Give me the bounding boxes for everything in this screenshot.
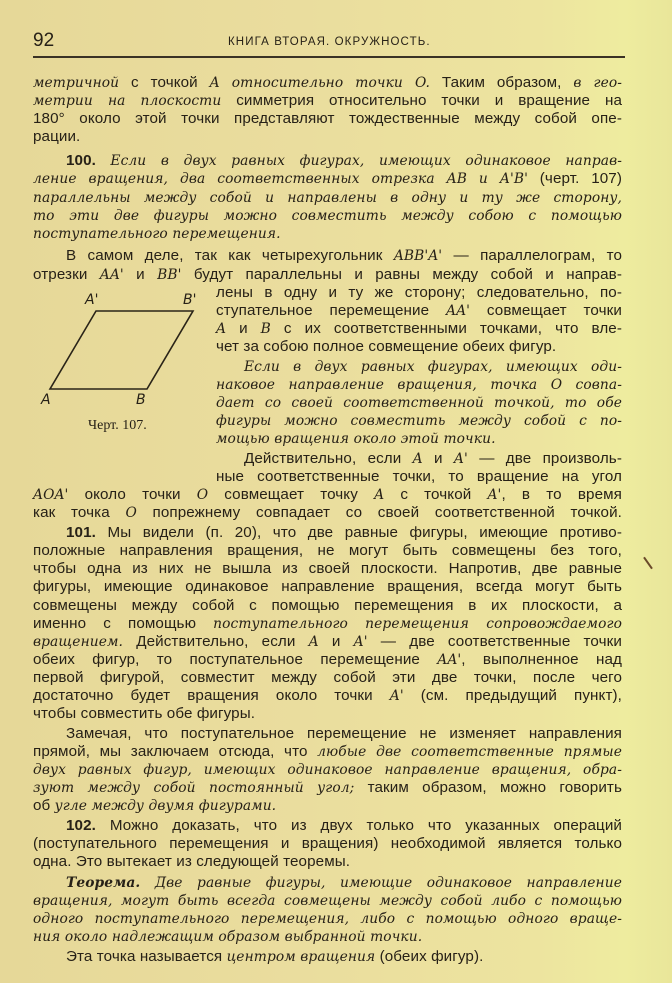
text-line bbox=[216, 302, 622, 320]
text-run: , в то время bbox=[501, 486, 622, 503]
text-run: — две произволь- bbox=[467, 450, 622, 467]
text-run: ния около надлежащим образом выбранной точки. bbox=[33, 929, 423, 945]
text-run: A bbox=[308, 634, 319, 650]
text-run: 100. bbox=[66, 152, 111, 169]
text-line bbox=[66, 152, 622, 170]
text-run: около точки bbox=[68, 486, 197, 503]
text-run: именно с помощью bbox=[33, 615, 214, 632]
text-run: ление вращения, два соответственных отрезка AB и A'B' bbox=[33, 171, 528, 187]
text-run: прямой, мы заключаем отсюда, что bbox=[33, 743, 318, 760]
text-run: A bbox=[374, 487, 385, 503]
text-run: поступательного перемещения. bbox=[33, 226, 281, 242]
text-line bbox=[216, 394, 622, 412]
text-run: AA' bbox=[446, 303, 471, 319]
text-run: (поступательного перемещения и вращения) необходимой является только bbox=[33, 835, 622, 852]
text-run: чтобы одна из них не вышла из своей плоскости. Напротив, две равные bbox=[33, 560, 622, 577]
text-line bbox=[33, 853, 622, 871]
text-line bbox=[33, 761, 622, 779]
text-run: дает со своей соответственной точкой, то обе bbox=[216, 395, 622, 411]
text-run: — две соответственные точки bbox=[367, 633, 622, 650]
text-run: Можно доказать, что из двух только что указанных операций bbox=[95, 817, 622, 834]
label-a: A bbox=[41, 392, 51, 408]
text-run: фигуры, имеющие одинаковое направление вращения, всегда могут быть bbox=[33, 578, 622, 595]
text-run: Таким образом, bbox=[430, 74, 574, 91]
text-run: (черт. 107) bbox=[527, 170, 622, 187]
text-line bbox=[33, 504, 622, 522]
text-line bbox=[33, 578, 622, 596]
text-line bbox=[66, 524, 622, 542]
text-line bbox=[33, 797, 622, 815]
text-run: любые две соответственные прямые bbox=[317, 744, 622, 760]
text-run: A' bbox=[453, 451, 468, 467]
text-run: об bbox=[33, 797, 55, 814]
text-run: в гео- bbox=[573, 75, 622, 91]
text-line bbox=[66, 874, 622, 892]
label-b: B bbox=[136, 392, 146, 408]
text-run: фигуры можно совместить между собой с по- bbox=[216, 413, 622, 429]
text-run: параллельны между собой и направлены в одну и ту же сторону, bbox=[33, 190, 622, 206]
text-line bbox=[33, 542, 622, 560]
text-run: 102. bbox=[66, 817, 96, 834]
text-run: первой фигурой, совместит между собой эти две точки, после чего bbox=[33, 669, 622, 686]
text-line bbox=[33, 669, 622, 687]
text-line bbox=[66, 948, 622, 966]
text-run: Действительно, если bbox=[244, 450, 413, 467]
text-run: AA' bbox=[99, 267, 124, 283]
text-run: метричной bbox=[33, 75, 120, 91]
figure-caption: Черт. 107. bbox=[88, 418, 147, 433]
text-run: и bbox=[422, 450, 454, 467]
text-run: одна. Это вытекает из следующей теоремы. bbox=[33, 853, 351, 870]
text-line bbox=[33, 207, 622, 225]
text-line bbox=[66, 817, 622, 835]
text-run: 101. bbox=[66, 524, 96, 541]
text-line bbox=[216, 412, 622, 430]
text-line bbox=[33, 928, 622, 946]
text-line bbox=[216, 468, 622, 486]
text-run: и bbox=[226, 320, 261, 337]
text-line bbox=[33, 74, 622, 92]
text-line bbox=[216, 430, 622, 448]
header-rule bbox=[33, 56, 625, 58]
text-line bbox=[33, 705, 622, 723]
text-run: AOA' bbox=[33, 487, 69, 503]
text-run: двух равных фигур, имеющих одинаковое направление вращения, обра- bbox=[33, 762, 622, 778]
text-line bbox=[66, 247, 622, 265]
text-run: то эти две фигуры можно совместить между собою с помощью bbox=[33, 208, 622, 224]
text-run: — параллелограм, то bbox=[442, 247, 622, 264]
text-run: положные направления вращения, не могут быть совмещены без того, bbox=[33, 542, 622, 559]
text-line bbox=[33, 110, 622, 128]
text-line bbox=[33, 170, 622, 188]
text-run: Эта точка называется bbox=[66, 948, 227, 965]
text-run: Две равные фигуры, имеющие одинаковое направление bbox=[140, 875, 622, 891]
text-line bbox=[33, 597, 622, 615]
text-line bbox=[33, 779, 622, 797]
text-run: ные соответственные точки, то вращение на угол bbox=[216, 468, 622, 485]
label-b-prime: B' bbox=[183, 292, 197, 308]
text-run: ABB'A' bbox=[393, 248, 443, 264]
text-line bbox=[33, 835, 622, 853]
text-run: рации. bbox=[33, 128, 81, 145]
text-run: (обеих фигур). bbox=[375, 948, 484, 965]
text-run: с точкой bbox=[384, 486, 488, 503]
text-line bbox=[33, 743, 622, 761]
text-line bbox=[244, 450, 622, 468]
text-run: угле между двумя фигурами. bbox=[54, 798, 277, 814]
text-line bbox=[216, 284, 622, 302]
running-title: КНИГА ВТОРАЯ. ОКРУЖНОСТЬ. bbox=[228, 36, 431, 48]
text-run: чет за собою полное совмещение обеих фигур. bbox=[216, 338, 557, 355]
page-number: 92 bbox=[33, 30, 55, 51]
text-run: и bbox=[123, 266, 158, 283]
text-line bbox=[33, 225, 622, 243]
text-run: A bbox=[412, 451, 423, 467]
parallelogram-shape bbox=[50, 311, 193, 389]
text-run: Если в двух равных фигурах, имеющих одинаковое направ- bbox=[110, 153, 622, 169]
parallelogram-figure bbox=[30, 290, 210, 420]
text-run: A bbox=[216, 321, 227, 337]
text-run: совмещены между собой с помощью перемещения в их плоскости, а bbox=[33, 597, 622, 614]
text-line bbox=[216, 376, 622, 394]
text-line bbox=[33, 560, 622, 578]
text-run: и bbox=[318, 633, 354, 650]
text-run: попрежнему совпадает со своей соответственной точкой. bbox=[136, 504, 622, 521]
stray-ink-mark bbox=[643, 557, 653, 570]
text-line bbox=[33, 128, 622, 146]
text-line bbox=[244, 358, 622, 376]
text-run: ступательное перемещение bbox=[216, 302, 447, 319]
text-run: В самом деле, так как четырехугольник bbox=[66, 247, 394, 264]
text-run: BB' bbox=[157, 267, 182, 283]
text-run: (см. предыдущий пункт), bbox=[403, 687, 622, 704]
text-run: зуют между собой постоянный угол; bbox=[33, 780, 355, 796]
text-run: A' bbox=[487, 487, 502, 503]
text-run: B bbox=[260, 321, 271, 337]
text-run: как точка bbox=[33, 504, 126, 521]
text-run: метрии на плоскости bbox=[33, 93, 222, 109]
text-run: поступательного перемещения сопровождаемого bbox=[213, 616, 622, 632]
text-run: симметрия относительно точки и вращение на bbox=[221, 92, 622, 109]
text-run: A' bbox=[389, 688, 404, 704]
text-run: O bbox=[125, 505, 137, 521]
text-line bbox=[33, 266, 622, 284]
text-run: Мы видели (п. 20), что две равные фигуры, имеющие противо- bbox=[95, 524, 622, 541]
text-run: вращением. bbox=[33, 634, 124, 650]
text-run: с точкой bbox=[119, 74, 210, 91]
text-run: таким образом, можно говорить bbox=[354, 779, 622, 796]
text-run: будут параллельны и равны между собой и направ- bbox=[181, 266, 622, 283]
text-line bbox=[33, 92, 622, 110]
text-run: совмещает точку bbox=[208, 486, 375, 503]
text-run: обеих фигур, то поступательное перемещение bbox=[33, 651, 438, 668]
text-line bbox=[33, 910, 622, 928]
text-run: одного поступательного перемещения, либо с помощью одного враще- bbox=[33, 911, 622, 927]
text-run: совмещает точки bbox=[470, 302, 622, 319]
text-run: центром вращения bbox=[226, 949, 376, 965]
text-run: A относительно точки O. bbox=[209, 75, 431, 91]
text-line bbox=[216, 320, 622, 338]
text-line bbox=[66, 725, 622, 743]
text-run: вращения, могут быть всегда совмещены между собой либо с помощью bbox=[33, 893, 622, 909]
text-line bbox=[33, 687, 622, 705]
text-run: Теорема. bbox=[66, 875, 141, 891]
text-run: наковое направление вращения, точка O совпа- bbox=[216, 377, 622, 393]
text-line bbox=[33, 651, 622, 669]
text-run: мощью вращения около этой точки. bbox=[216, 431, 496, 447]
text-line bbox=[216, 338, 622, 356]
text-line bbox=[33, 633, 622, 651]
text-run: , выполненное над bbox=[461, 651, 622, 668]
text-line bbox=[33, 189, 622, 207]
text-run: отрезки bbox=[33, 266, 100, 283]
text-run: A' bbox=[353, 634, 368, 650]
text-run: с их соответственными точками, что вле- bbox=[270, 320, 623, 337]
label-a-prime: A' bbox=[85, 292, 99, 308]
text-run: Замечая, что поступательное перемещение не изменяет направления bbox=[66, 725, 622, 742]
text-line bbox=[33, 892, 622, 910]
text-line bbox=[33, 486, 622, 504]
text-run: AA' bbox=[437, 652, 462, 668]
text-run: лены в одну и ту же сторону; следовательно, по- bbox=[216, 284, 622, 301]
text-run: Действительно, если bbox=[123, 633, 309, 650]
text-run: Если в двух равных фигурах, имеющих оди- bbox=[244, 359, 622, 375]
text-run: O bbox=[196, 487, 209, 503]
text-line bbox=[33, 615, 622, 633]
text-run: чтобы совместить обе фигуры. bbox=[33, 705, 256, 722]
text-run: 180° около этой точки представляют тождественные между собой опе- bbox=[33, 110, 622, 127]
text-run: достаточно будет вращения около точки bbox=[33, 687, 390, 704]
